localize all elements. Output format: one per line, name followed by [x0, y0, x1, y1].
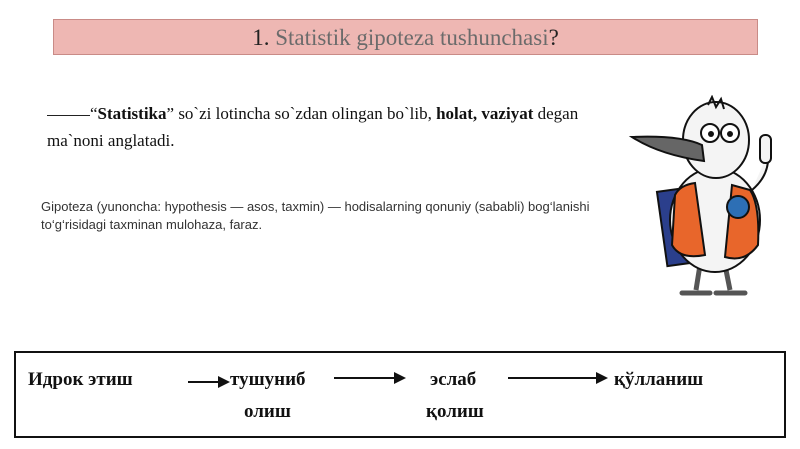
bird-mascot-pointing-icon: [620, 95, 790, 305]
flow-step-qollanish: қўлланиш: [614, 369, 704, 390]
flow-step-idrok: Идрок этиш: [28, 369, 133, 390]
page-title: 1. Statistik gipoteza tushunchasi?: [252, 25, 559, 50]
flow-step-qolish: қолиш: [426, 401, 484, 422]
flow-step-olish: олиш: [244, 401, 291, 422]
term-holat-vaziyat: holat, vaziyat: [436, 104, 534, 123]
right-arrow-icon: [508, 371, 608, 385]
definition-paragraph: “Statistika” so`zi lotincha so`zdan olingan bo`lib, holat, vaziyat degan ma`noni anglatadi.: [47, 104, 579, 150]
right-arrow-icon: [334, 371, 406, 385]
flow-step-eslab: эслаб: [430, 369, 477, 390]
hypothesis-definition: Gipoteza (yunoncha: hypothesis — asos, taxmin) — hodisalarning qonuniy (sababli) bog‘lanishi to‘g‘risidagi taxminan mulohaza, faraz.: [41, 199, 590, 232]
right-arrow-icon: [188, 375, 230, 389]
title-bar: [53, 19, 758, 55]
flow-step-tushunib: тушуниб: [230, 369, 306, 390]
learning-process-flow: [14, 351, 786, 438]
indent-line: [47, 115, 90, 116]
term-statistika: Statistika: [97, 104, 167, 123]
